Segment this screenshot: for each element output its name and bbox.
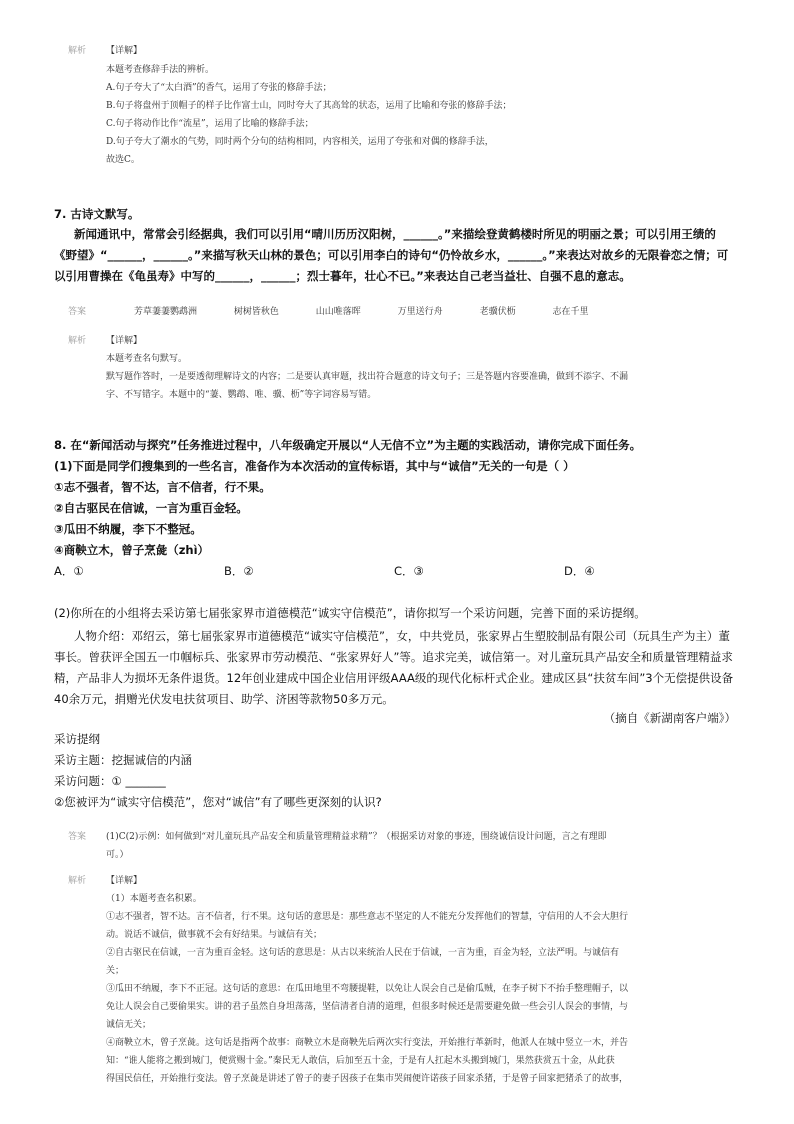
analysis-line: ③瓜田不纳履，李下不正冠。这句话的意思：在瓜田地里不弯腰提鞋，以免让人误会自己是偷瓜贼，在李子树下不抬手整理帽子，以 bbox=[106, 984, 629, 994]
analysis-line: 【详解】 bbox=[106, 46, 143, 56]
source-note: （摘自《新湖南客户端》） bbox=[603, 711, 736, 725]
quote-item: ③瓜田不纳履，李下不整冠。 bbox=[54, 522, 202, 536]
analysis-line: 【详解】 bbox=[106, 876, 143, 886]
answer-line: 可。） bbox=[106, 850, 129, 860]
answer-item: 志在千里 bbox=[552, 307, 589, 317]
outline-question-2: ②您被评为“诚实守信模范”，您对“诚信”有了哪些更深刻的认识? bbox=[54, 795, 382, 809]
question-7-body: 新闻通讯中，常常会引经据典，我们可以引用“晴川历历汉阳树，______。”来描绘登黄鹤楼时所见的明丽之景；可以引用王绩的《野望》“______，______。”来描写秋天山林的景色；可以引用李白的诗句“仍怜故乡水，______。”来表达对故乡的无限眷恋之情；可以引用曹操在《龟虽寿》中写的______，______；烈士暮年，壮心不已。”来表达自己老当益壮、自强不息的意志。 bbox=[54, 227, 729, 283]
question-8-sub2: (2)你所在的小组将去采访第七届张家界市道德模范“诚实守信模范”，请你拟写一个采访问题，完善下面的采访提纲。 bbox=[54, 606, 646, 620]
answer-tag: 答案 bbox=[68, 307, 87, 317]
analysis-line: （1）本题考查名积累。 bbox=[106, 894, 202, 904]
analysis-tag: 解析 bbox=[68, 336, 87, 346]
question-7-title: 7. 古诗文默写。 bbox=[54, 207, 140, 221]
analysis-line: ①志不强者，智不达。言不信者，行不果。这句话的意思是：那些意志不坚定的人不能充分发挥他们的智慧，守信用的人不会大胆行 bbox=[106, 912, 629, 922]
analysis-line: 本题考查修辞手法的辨析。 bbox=[106, 65, 215, 75]
analysis-line: D.句子夸大了潮水的气势，同时两个分句的结构相同，内容相关，运用了夸张和对偶的修辞手法， bbox=[106, 137, 494, 147]
analysis-line: 关； bbox=[106, 966, 125, 976]
outline-question: 采访问题：① _______ bbox=[54, 774, 166, 788]
analysis-line: 故选C。 bbox=[106, 155, 140, 165]
analysis-line: 动。说话不诚信，做事就不会有好结果。与诚信有关； bbox=[106, 930, 323, 940]
question-8-title: 8. 在“新闻活动与探究”任务推进过程中，八年级确定开展以“人无信不立”为主题的实践活动，请你完成下面任务。 bbox=[54, 438, 642, 452]
analysis-line: 【详解】 bbox=[106, 336, 143, 346]
analysis-line: B.句子将盘州于顶帽子的样子比作富士山，同时夸大了其高耸的状态，运用了比喻和夸张的修辞手法； bbox=[106, 101, 512, 111]
question-7-answers bbox=[134, 304, 622, 317]
quote-item: ①志不强者，智不达，言不信者，行不果。 bbox=[54, 480, 271, 494]
analysis-line: ④商鞅立木，曾子烹彘。这句话是指两个故事：商鞅立木是商鞅先后两次实行变法，开始推行革新时，他派人在城中竖立一木，并告 bbox=[106, 1038, 629, 1048]
answer-tag: 答案 bbox=[68, 832, 87, 842]
option-a[interactable]: A．① bbox=[54, 564, 84, 578]
analysis-line: 知：“谁人能将之搬到城门，便赏赐十金。”秦民无人敢信，后加至五十金，于是有人扛起木头搬到城门，果然获赏五十金，从此获 bbox=[106, 1056, 615, 1066]
answer-item: 芳草萋萋鹦鹉洲 bbox=[134, 307, 198, 317]
option-b[interactable]: B．② bbox=[224, 564, 254, 578]
person-intro: 人物介绍：邓绍云，第七届张家界市道德模范“诚实守信模范”，女，中共党员，张家界占生塑胶制品有限公司（玩具生产为主）董事长。曾获评全国五一巾帼标兵、张家界市劳动模范、“张家界好人”等。追求完美，诚信第一。对儿童玩具产品安全和质量管理精益求精，产品非人为损坏无条件退货。12年创业建成中国企业信用评级AAA级的现代化标杆式企业。建成区县“扶贫车间”3个无偿提供设备40余万元，捐赠光伏发电扶贫项目、助学、济困等款物50多万元。 bbox=[54, 629, 734, 706]
analysis-tag: 解析 bbox=[68, 876, 87, 886]
outline-title: 采访提纲 bbox=[54, 732, 100, 746]
analysis-line: ②自古驱民在信诚，一言为重百金轻。这句话的意思是：从古以来统治人民在于信诚，一言为重，百金为轻，立法严明。与诚信有 bbox=[106, 948, 620, 958]
analysis-line: 字、不写错字。本题中的“萋、鹦鹉、唯、骥、枥”等字词容易写错。 bbox=[106, 390, 377, 400]
answer-item: 山山唯落晖 bbox=[315, 307, 361, 317]
analysis-line: 默写题作答时，一是要透彻理解诗文的内容；二是要认真审题，找出符合题意的诗文句子；三是答题内容要准确，做到不添字、不漏 bbox=[106, 372, 629, 382]
option-c[interactable]: C．③ bbox=[394, 564, 424, 578]
analysis-line: 诚信无关； bbox=[106, 1020, 152, 1030]
analysis-line: 得国民信任，开始推行变法。曾子烹彘是讲述了曾子的妻子因孩子在集市哭闹便许诺孩子回家杀猪，于是曾子回家把猪杀了的故事， bbox=[106, 1074, 629, 1084]
answer-line: (1)C(2)示例：如何做到“对儿童玩具产品安全和质量管理精益求精”？（根据采访对象的事迹，围绕诚信设计问题，言之有理即 bbox=[106, 832, 607, 842]
analysis-line: A.句子夸大了“太白酒”的香气，运用了夸张的修辞手法； bbox=[106, 83, 332, 93]
option-d[interactable]: D．④ bbox=[564, 564, 595, 578]
analysis-tag: 解析 bbox=[68, 46, 87, 56]
answer-item: 万里送行舟 bbox=[397, 307, 443, 317]
outline-theme: 采访主题：挖掘诚信的内涵 bbox=[54, 753, 192, 767]
answer-item: 树树皆秋色 bbox=[233, 307, 279, 317]
analysis-line: C.句子将动作比作“流星”，运用了比喻的修辞手法； bbox=[106, 119, 314, 129]
analysis-line: 本题考查名句默写。 bbox=[106, 354, 188, 364]
quote-item: ②自古驱民在信诚，一言为重百金轻。 bbox=[54, 501, 248, 515]
analysis-line: 免让人误会自己要偷果实。讲的君子虽然自身坦荡荡，坚信清者自清的道理，但很多时候还是需要避免做一些会引人误会的事情，与 bbox=[106, 1002, 629, 1012]
answer-item: 老骥伏枥 bbox=[479, 307, 516, 317]
question-8-sub1: (1)下面是同学们搜集到的一些名言，准备作为本次活动的宣传标语，其中与“诚信”无关的一句是（ ） bbox=[54, 459, 575, 473]
quote-item: ④商鞅立木，曾子烹彘（zhì） bbox=[54, 543, 210, 557]
